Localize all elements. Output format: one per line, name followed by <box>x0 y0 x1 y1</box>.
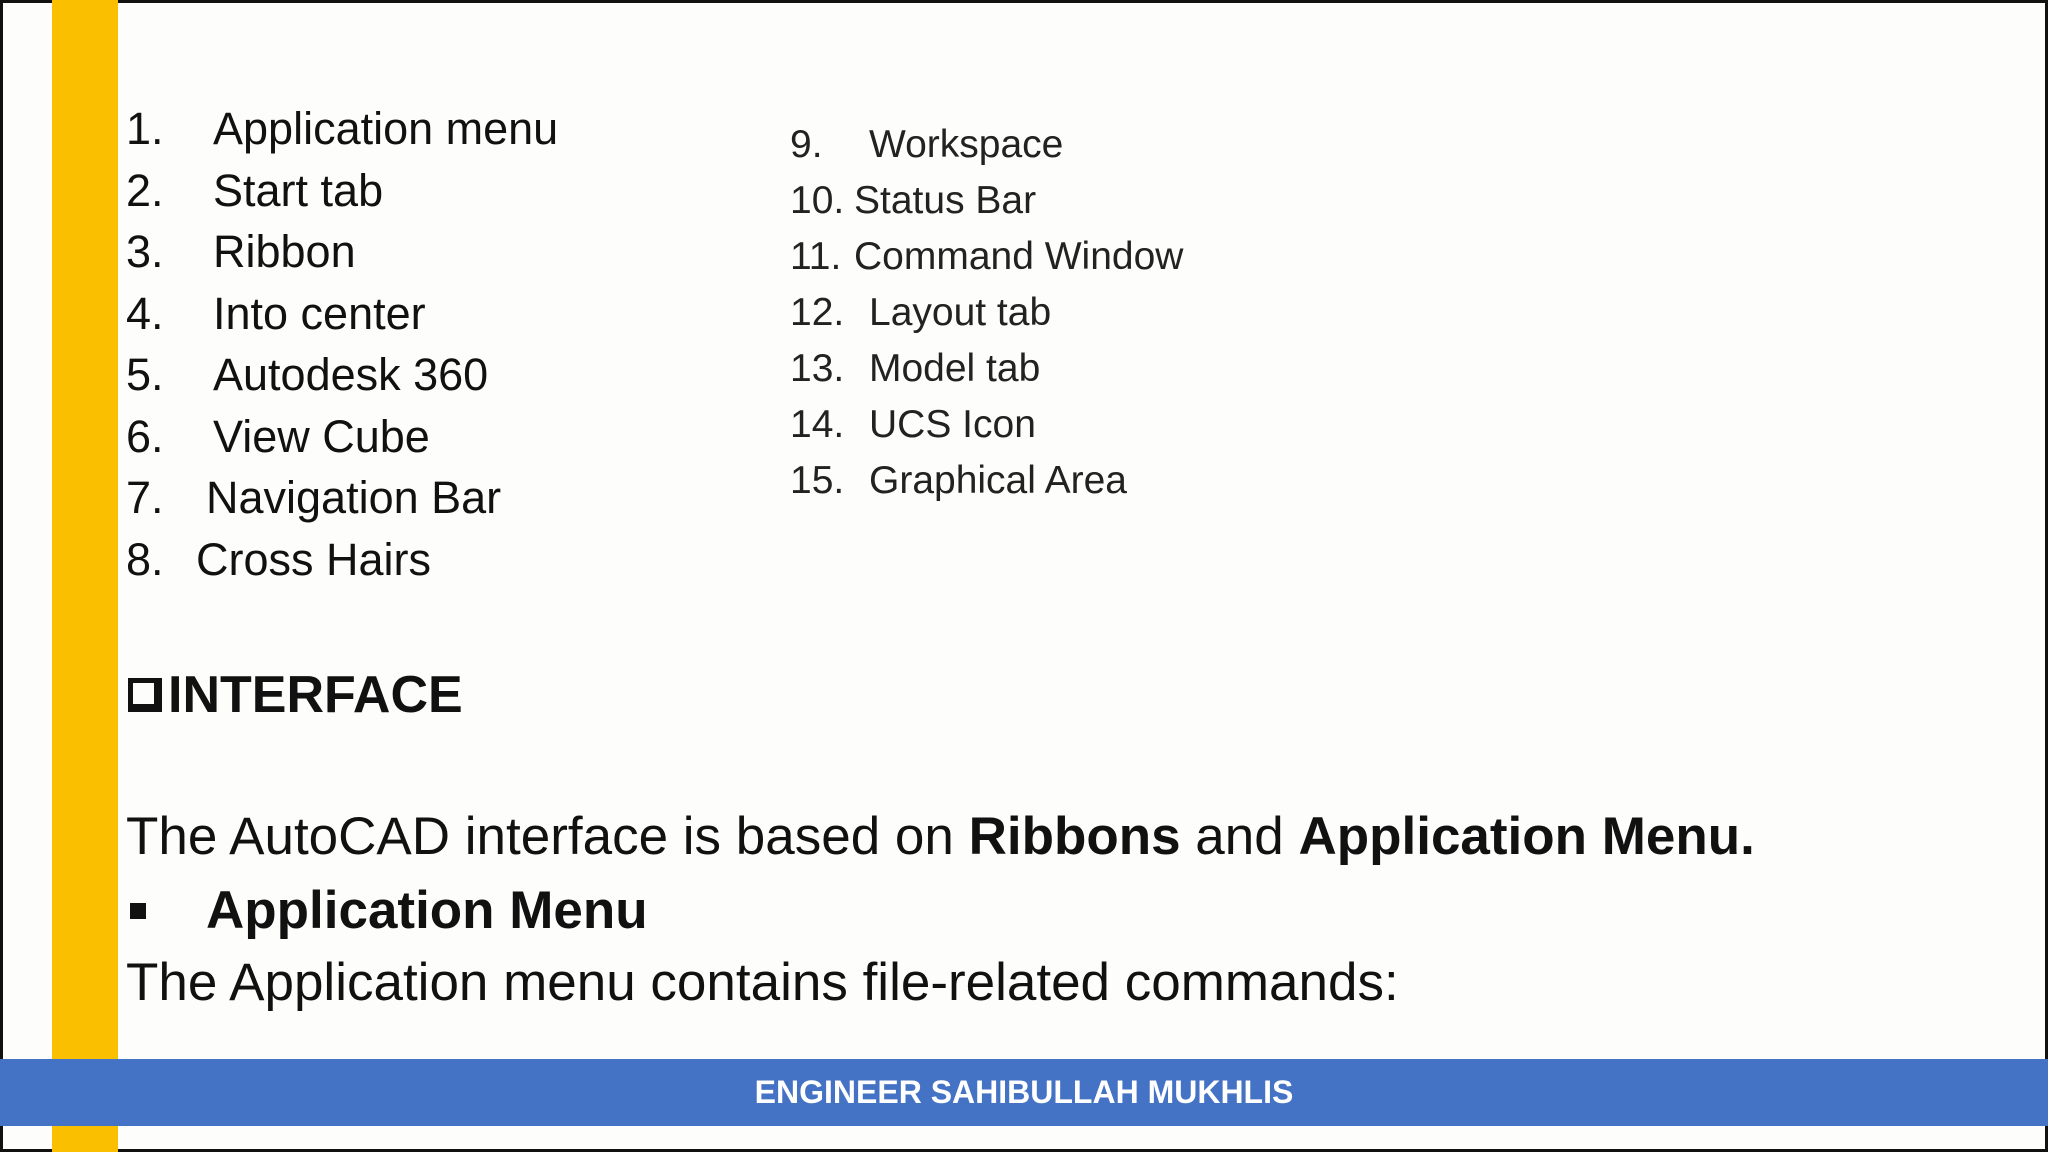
footer-author: ENGINEER SAHIBULLAH MUKHLIS <box>754 1074 1294 1110</box>
section-heading <box>128 662 463 728</box>
list-label: Workspace <box>869 123 1064 166</box>
interface-list-right <box>790 117 1183 509</box>
list-label: Into center <box>213 287 426 339</box>
intro-text: The AutoCAD interface is based on <box>126 807 969 866</box>
list-number: 3. <box>126 226 164 277</box>
interface-list-left <box>126 98 558 590</box>
list-number: 13. <box>790 347 845 390</box>
list-label: Start tab <box>213 164 384 216</box>
checkbox-bullet-icon <box>128 678 162 712</box>
list-item <box>126 467 558 529</box>
list-number: 8. <box>126 533 164 585</box>
sub-item-application-menu <box>130 878 648 944</box>
list-item <box>790 173 1183 229</box>
heading-text: INTERFACE <box>168 666 463 724</box>
list-number: 11. <box>790 235 842 278</box>
list-item <box>126 283 558 345</box>
list-number: 15. <box>790 459 845 502</box>
list-item <box>126 529 558 591</box>
list-number: 6. <box>126 410 164 462</box>
list-label: Application menu <box>213 103 559 154</box>
list-label: Model tab <box>869 347 1041 390</box>
list-label: View Cube <box>213 410 430 462</box>
intro-text: and <box>1180 807 1299 866</box>
list-item <box>126 221 558 283</box>
list-number: 2. <box>126 164 164 216</box>
footer-bar <box>0 1059 2048 1126</box>
list-label: Command Window <box>854 235 1184 278</box>
accent-bar <box>52 0 118 1152</box>
list-item <box>790 229 1183 285</box>
list-number: 12. <box>790 291 845 334</box>
list-label: Autodesk 360 <box>213 349 489 400</box>
sub-item-label: Application Menu <box>206 881 648 940</box>
list-item <box>126 98 558 160</box>
list-item <box>126 406 558 468</box>
list-label: Cross Hairs <box>196 533 432 585</box>
list-label: UCS Icon <box>869 403 1036 446</box>
list-number: 1. <box>126 103 164 154</box>
list-label: Layout tab <box>869 291 1052 334</box>
list-item <box>790 117 1183 173</box>
list-number: 10. <box>790 179 845 222</box>
square-bullet-icon <box>130 903 146 919</box>
list-label: Status Bar <box>854 179 1037 222</box>
list-item <box>126 344 558 406</box>
list-number: 7. <box>126 472 164 523</box>
list-label: Ribbon <box>213 226 356 277</box>
list-label: Graphical Area <box>869 459 1127 502</box>
list-number: 4. <box>126 287 164 339</box>
list-number: 9. <box>790 123 823 166</box>
list-item <box>790 285 1183 341</box>
list-item <box>790 341 1183 397</box>
list-item <box>790 397 1183 453</box>
list-number: 5. <box>126 349 164 400</box>
list-item <box>126 160 558 222</box>
description-paragraph: The Application menu contains file-related commands: <box>126 953 1399 1012</box>
intro-bold-application-menu: Application Menu. <box>1298 807 1755 866</box>
list-label: Navigation Bar <box>206 472 502 523</box>
intro-paragraph <box>126 804 1755 870</box>
list-item <box>790 453 1183 509</box>
intro-bold-ribbons: Ribbons <box>968 807 1181 866</box>
list-number: 14. <box>790 403 845 446</box>
